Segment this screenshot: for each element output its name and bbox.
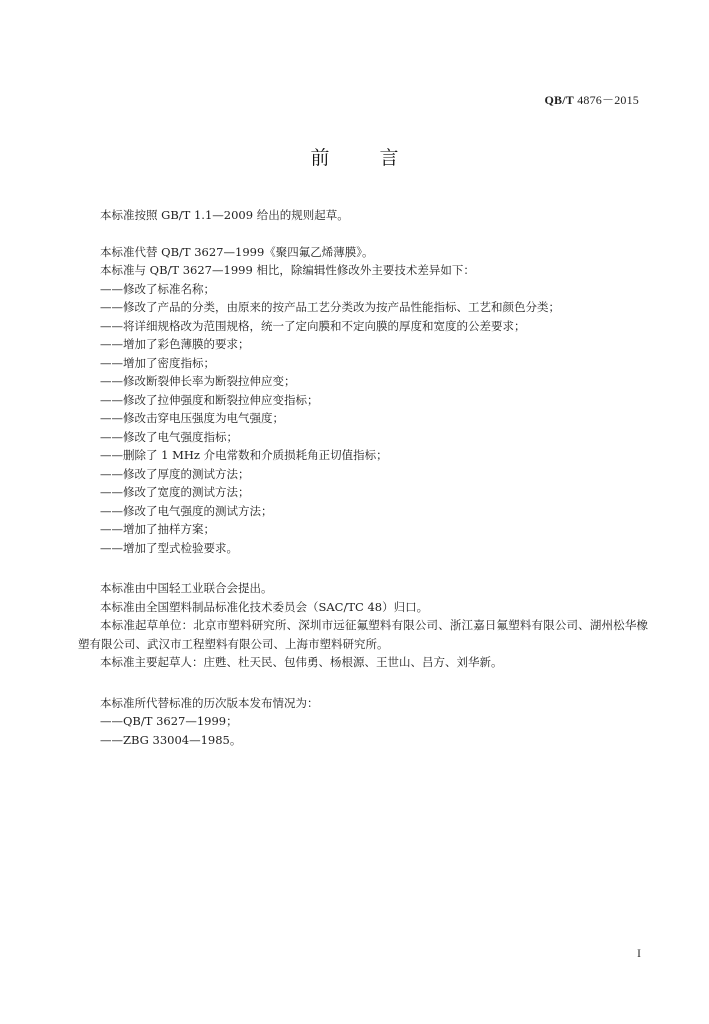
change-item: ——修改了电气强度的测试方法； — [100, 503, 273, 518]
replacement-paragraph: 本标准代替 QB/T 3627—1999《聚四氟乙烯薄膜》。 — [100, 244, 374, 259]
change-item: ——删除了 1 MHz 介电常数和介质损耗角正切值指标； — [100, 448, 388, 462]
change-item: ——增加了型式检验要求。 — [100, 540, 238, 555]
drafting-rule-paragraph: 本标准按照 GB/T 1.1—2009 给出的规则起草。 — [100, 208, 349, 222]
page-number: I — [637, 946, 641, 960]
page-title: 前 言 — [310, 147, 421, 169]
foreword-body — [78, 206, 648, 749]
change-item: ——修改了厚度的测试方法； — [100, 466, 250, 481]
history-item: ——QB/T 3627—1999； — [100, 714, 238, 728]
changes-list — [78, 280, 648, 558]
change-item: ——增加了彩色薄膜的要求； — [100, 337, 250, 351]
drafting-units-paragraph: 本标准起草单位：北京市塑料研究所、深圳市远征氟塑料有限公司、浙江嘉日氟塑料有限公司、湖州松华橡塑有限公司、武汉市工程塑料有限公司、上海市塑料研究所。 — [78, 618, 648, 651]
drafters-paragraph: 本标准主要起草人：庄甦、杜天民、包伟勇、杨根源、王世山、吕方、刘华新。 — [100, 655, 503, 669]
change-item: ——修改了电气强度指标； — [100, 429, 238, 444]
change-item: ——修改了标准名称； — [100, 281, 215, 296]
standard-code — [545, 91, 640, 108]
history-intro-paragraph: 本标准所代替标准的历次版本发布情况为： — [100, 695, 319, 710]
change-item: ——修改了宽度的测试方法； — [100, 485, 250, 499]
history-list — [78, 712, 648, 749]
history-item: ——ZBG 33004—1985。 — [100, 732, 242, 747]
differences-intro-paragraph: 本标准与 QB/T 3627—1999 相比，除编辑性修改外主要技术差异如下： — [100, 263, 475, 277]
change-item: ——增加了密度指标； — [100, 355, 215, 370]
centralized-by-paragraph: 本标准由全国塑料制品标准化技术委员会（SAC/TC 48）归口。 — [100, 599, 429, 614]
change-item: ——修改了产品的分类，由原来的按产品工艺分类改为按产品性能指标、工艺和颜色分类； — [100, 300, 560, 314]
change-item: ——修改击穿电压强度为电气强度； — [100, 411, 284, 425]
change-item: ——增加了抽样方案； — [100, 522, 215, 536]
proposed-by-paragraph: 本标准由中国轻工业联合会提出。 — [100, 581, 273, 595]
change-item: ——将详细规格改为范围规格，统一了定向膜和不定向膜的厚度和宽度的公差要求； — [100, 318, 526, 333]
standard-code-prefix: QB/T — [544, 93, 574, 107]
change-item: ——修改了拉伸强度和断裂拉伸应变指标； — [100, 392, 319, 407]
change-item: ——修改断裂伸长率为断裂拉伸应变； — [100, 374, 296, 388]
standard-code-number: 4876－2015 — [577, 93, 639, 107]
